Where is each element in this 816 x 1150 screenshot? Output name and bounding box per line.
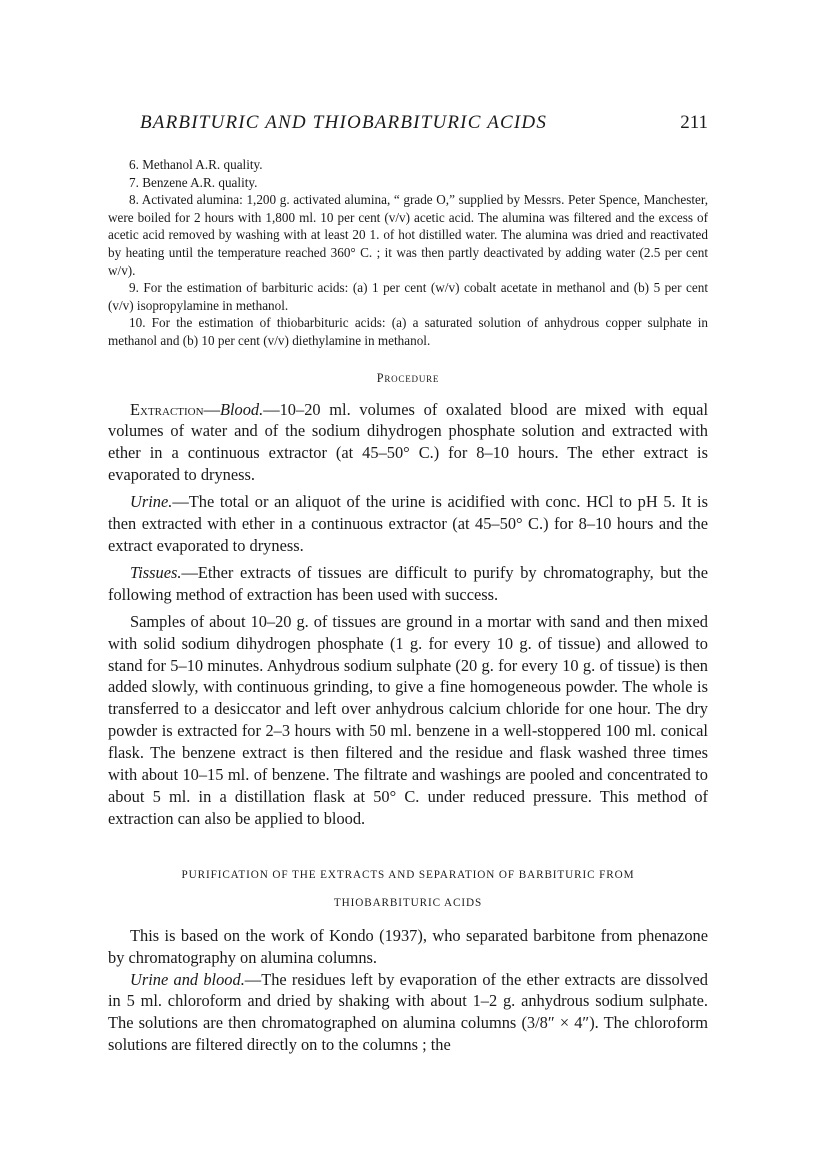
urine-text: —The total or an aliquot of the urine is acidified with conc. HCl to pH 5. It is then extracted with ether in a continuous extractor (at 45–50° C.) for 8–10 hours and the extract evaporated to dryness. [108, 492, 708, 555]
tissues-paragraph [108, 562, 708, 606]
purification-heading-line1: PURIFICATION OF THE EXTRACTS AND SEPARATION OF BARBITURIC FROM [181, 868, 635, 881]
purification-heading-line2: THIOBARBITURIC ACIDS [333, 896, 483, 909]
reagent-item: 7. Benzene A.R. quality. [129, 174, 258, 190]
procedure-heading: Procedure [376, 370, 440, 385]
tissues-text: —Ether extracts of tissues are difficult to purify by chromatography, but the following method of extraction has been used with success. [108, 562, 708, 604]
reagent-item: 10. For the estimation of thiobarbituric acids: (a) a saturated solution of anhydrous copper sulphate in methanol and (b) 10 per cent (v/v) diethylamine in methanol. [108, 315, 708, 348]
extraction-label: Extraction [130, 399, 204, 419]
reagent-item: 8. Activated alumina: 1,200 g. activated alumina, “ grade O,” supplied by Messrs. Peter Spence, Manchester, were boiled for 2 hours with 1,800 ml. 10 per cent (v/v) acetic acid. The alumina was filtered and the excess of acetic acid removed by washing with at least 20 1. of hot distilled water. The alumina was dried and reactivated by heating until the temperature reached 360° C. ; it was then partly deactivated by adding water (2.5 per cent w/v). [108, 192, 708, 278]
page-number: 211 [680, 112, 708, 133]
kondo-paragraph: This is based on the work of Kondo (1937), who separated barbitone from phenazone by chromatography on alumina columns. [108, 925, 708, 967]
running-title: BARBITURIC AND THIOBARBITURIC ACIDS [140, 112, 548, 133]
samples-paragraph: Samples of about 10–20 g. of tissues are ground in a mortar with sand and then mixed with solid sodium dihydrogen phosphate (1 g. for every 10 g. of tissue) and allowed to stand for 5–10 minutes. Anhydrous sodium sulphate (20 g. for every 10 g. of tissue) is then added slowly, with continuous grinding, to give a fine homogeneous powder. The whole is transferred to a desiccator and left over anhydrous calcium chloride for one hour. The dry powder is extracted for 2–3 hours with 50 ml. benzene in a well-stoppered 100 ml. conical flask. The benzene extract is then filtered and the residue and flask washed three times with about 10–15 ml. of benzene. The filtrate and washings are pooled and concentrated to about 5 ml. in a distillation flask at 50° C. under reduced pressure. This method of extraction can also be applied to blood. [108, 611, 708, 828]
urine-blood-paragraph [108, 969, 708, 1057]
purification-heading [108, 861, 708, 917]
blood-text: —10–20 ml. volumes of oxalated blood are mixed with equal volumes of water and of the sodium dihydrogen phosphate solution and extracted with ether in a continuous extractor (at 45–50° C.) for 8–10 hours. The ether extract is evaporated to dryness. [108, 399, 708, 485]
urine-label: Urine. [130, 492, 173, 512]
urine-paragraph [108, 491, 708, 557]
blood-paragraph: Extraction—Blood.—10–20 ml. volumes of oxalated blood are mixed with equal volumes of water and of the sodium dihydrogen phosphate solution and extracted with ether in a continuous extractor (at 45–50° C.) for 8–10 hours. The ether extract is evaporated to dryness. [108, 399, 708, 485]
blood-label: Blood. [219, 399, 264, 419]
reagent-list [108, 156, 708, 350]
urine-blood-label: Urine and blood. [130, 969, 245, 989]
running-header [108, 112, 708, 142]
procedure-body [108, 399, 708, 830]
purification-body [108, 925, 708, 1056]
reagent-item: 9. For the estimation of barbituric acids: (a) 1 per cent (w/v) cobalt acetate in methanol and (b) 5 per cent (v/v) isopropylamine in methanol. [108, 280, 708, 313]
journal-page [108, 112, 708, 1056]
tissues-label: Tissues. [130, 562, 182, 582]
reagent-item: 6. Methanol A.R. quality. [129, 157, 263, 172]
urine-blood-text: —The residues left by evaporation of the ether extracts are dissolved in 5 ml. chloroform and dried by shaking with about 1–2 g. anhydrous sodium sulphate. The solutions are then chromatographed on alumina columns (3/8″ × 4″). The chloroform solutions are filtered directly on to the columns ; the [108, 969, 708, 1055]
